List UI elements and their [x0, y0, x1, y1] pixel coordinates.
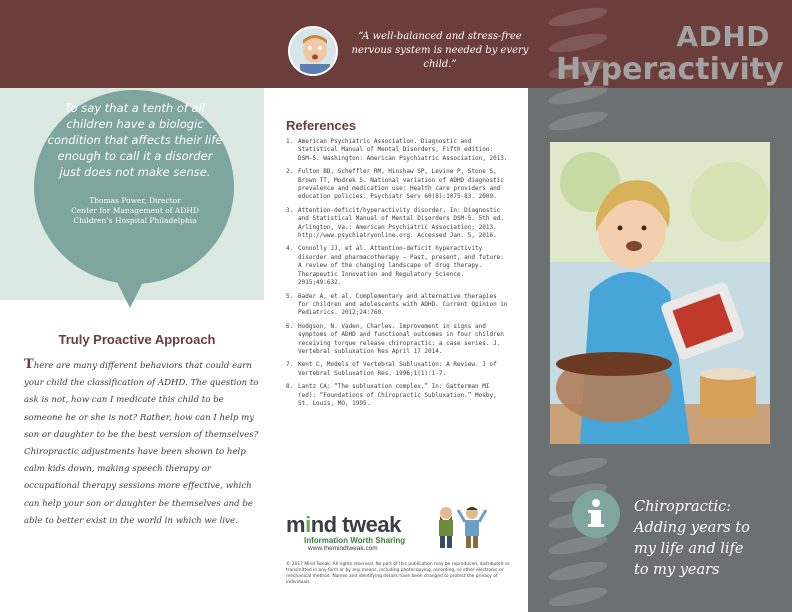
attribution-place: Children’s Hospital Philadelphia	[73, 216, 197, 225]
attribution-org: Center for Management of ADHD	[71, 206, 199, 215]
reference-item: 6. Hodgson, N. Vaden, Charles. Improvement in signs and symptoms of ADHD and functional outcomes in four children receiving torque release chiropractic: a case series. J. Vertebral subluxation Res April 17 2014.	[286, 322, 504, 355]
mind-tweak-logo	[286, 512, 426, 552]
logo-tagline: Information Worth Sharing	[304, 536, 406, 545]
section-heading: Truly Proactive Approach	[58, 332, 216, 347]
references-heading: References	[286, 118, 357, 133]
header-quote: “A well-balanced and stress-free nervous system is needed by every child.”	[351, 31, 529, 70]
reference-item: 7. Kent C, Models of Vertebral Subluxation: A Review. J of Vertebral Subluxation Res. 1996;1(1):1-7.	[286, 361, 497, 377]
child-baking-photo	[550, 142, 770, 444]
references-list	[286, 138, 510, 413]
title-hyperactivity: Hyperactivity	[556, 52, 784, 87]
logo-url: www.themindtweak.com	[308, 545, 378, 552]
pull-quote: To say that a tenth of all children have a biologic condition that affects their life enough to call it a disorder just does not make sense.	[47, 101, 223, 179]
reference-item: 8. Lantz CA: “The subluxation complex.” In: Gatterman MI (ed): “Foundations of Chiropractic Subluxation.” Mosby, St. Louis, MO, 1995.	[286, 383, 497, 407]
drop-cap: T	[24, 357, 34, 372]
speech-bubble-tail	[108, 264, 152, 308]
logo-wordmark: mind tweak	[286, 512, 401, 537]
reference-item: 2. Fulton BD, Scheffler RM, Hinshaw SP, Levine P, Stone S, Brown TT, Modrek S. National variation of ADHD diagnostic prevalence and medication use: Health care providers and education policies. Psychiatr Serv 60(8):1075-83. 2009.	[286, 168, 504, 201]
body-paragraph	[24, 356, 260, 530]
quote-attribution	[54, 196, 216, 226]
logo-characters-illustration	[428, 504, 492, 550]
tagline-text: Chiropractic: Adding years to my life and life to my years	[634, 499, 750, 578]
reference-item: 1. American Psychiatric Association. Diagnostic and Statistical Manual of Mental Disorders, Fifth edition: DSM-5. Washington: American Psychiatric Association, 2013.	[286, 138, 508, 162]
attribution-name: Thomas Power, Director	[89, 196, 181, 205]
reference-item: 5. Bader A, et al. Complementary and alternative therapies for children and adolescents with ADHD. Current Opinion in Pediatrics. 2012;24:760.	[286, 292, 508, 317]
reference-item: 3. Attention-deficit/hyperactivity disorder. In: Diagnostic and Statistical Manual of Mental Disorders DSM-5. 5th ed. Arlington, Va.: American Psychiatric Association; 2013. http://www.psychiatryonline.org. Accessed Jan. 5, 2016.	[286, 206, 504, 240]
copyright-notice: © 2017 Mind Tweak. All rights reserved. No part of this publication may be reproduced, distributed or transmitted in any form or by any means, including photocopying, recording, or other electronic or mechanical method. Names and identifying details have been changed to protect the privacy of individuals.	[286, 562, 510, 585]
boy-avatar-photo	[288, 26, 338, 76]
body-text: here are many different behaviors that could earn your child the classification of ADHD. The question to ask is not, how can I medicate this child to be someone he or she is not? Rather, how can I help my son or daughter to be the best version of themselves? Chiropractic adjustments have been shown to help calm kids down, making speech therapy or occupational therapy sessions more effective, which can help your son or daughter be themselves and be able to better exist in the world in which we live.	[24, 361, 259, 526]
title-adhd: ADHD	[676, 20, 770, 53]
reference-item: 4. Connolly JJ, et al. Attention-deficit hyperactivity disorder and pharmacotherapy — Past, present, and future: A review of the changing landscape of drug therapy. Therapeutic Innovation and Regulatory Science. 2015;49:632.	[286, 245, 504, 287]
info-icon	[572, 490, 620, 538]
